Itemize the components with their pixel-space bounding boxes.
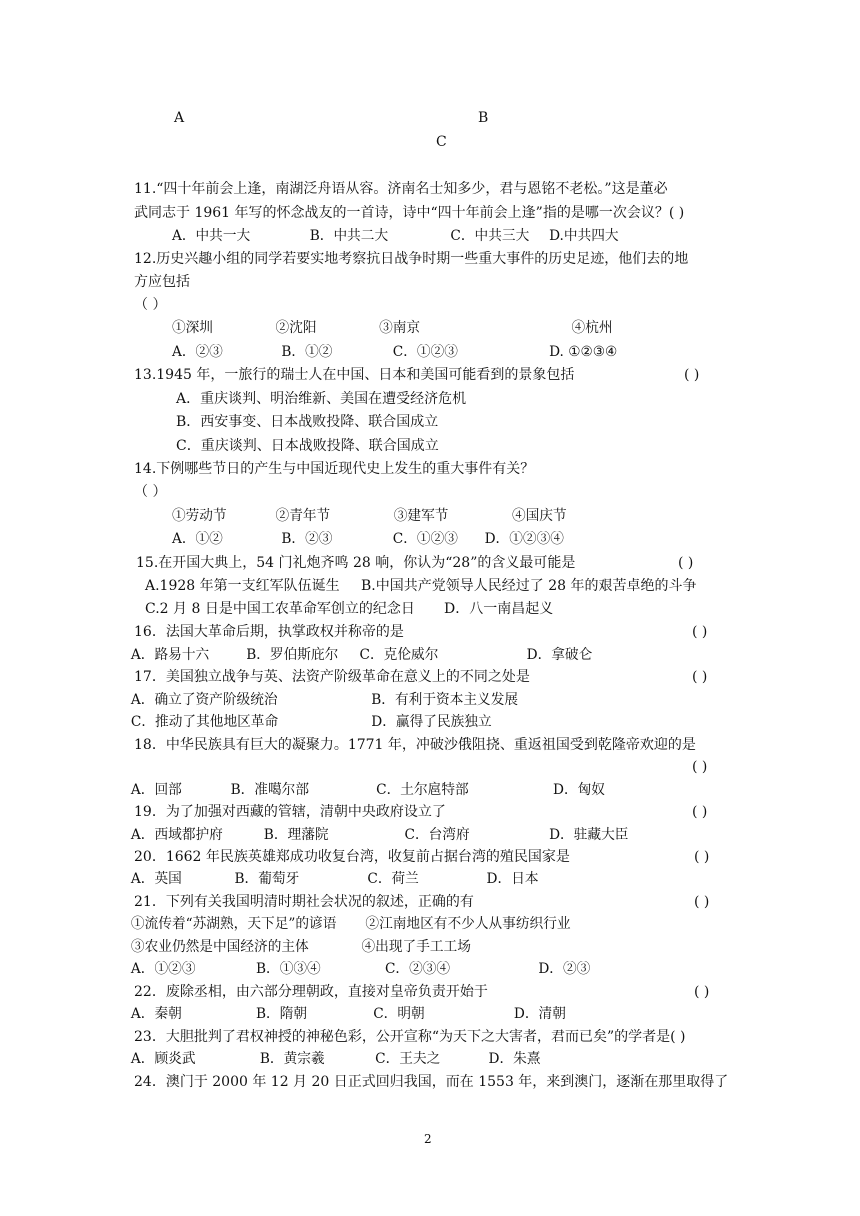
q16-option-a: A．路易十六 <box>130 647 210 663</box>
q11-stem-line2: 武同志于 1961 年写的怀念战友的一首诗，诗中“四十年前会上逢”指的是哪一次会议？( ) <box>134 205 685 221</box>
q23-option-a: A．顾炎武 <box>130 1051 196 1067</box>
q12-option-a: A．②③ <box>171 344 223 360</box>
q12-option-b: B．①② <box>281 344 333 360</box>
q16-option-c: C．克伦威尔 <box>359 647 439 663</box>
q12-stem-line2: 方应包括 <box>134 274 190 290</box>
q13-option-a: A．重庆谈判、明治维新、美国在遭受经济危机 <box>176 391 467 407</box>
q15-option-c: C.2 月 8 日是中国工农革命军创立的纪念日 <box>145 601 415 617</box>
q15-bracket: ( ) <box>678 555 694 571</box>
q17-option-a: A．确立了资产阶级统治 <box>130 692 278 708</box>
q11-option-b: B．中共二大 <box>309 228 389 244</box>
q16-option-d: D．拿破仑 <box>526 647 593 663</box>
q14-item-4: ④国庆节 <box>511 508 567 524</box>
q14-stem: 14.下例哪些节日的产生与中国近现代史上发生的重大事件有关？ <box>134 461 535 477</box>
q12-item-3: ③南京 <box>379 320 421 336</box>
q23-option-d: D．朱熹 <box>488 1051 541 1067</box>
figure-label-a: A <box>174 110 185 126</box>
q12-item-1: ①深圳 <box>171 320 213 336</box>
q11-stem-line1: 11.“四十年前会上逢，南湖泛舟语从容。济南名士知多少，君与恩铭不老松。”这是董必 <box>134 181 668 197</box>
q12-option-d: D. ①②③④ <box>549 344 618 360</box>
q15-option-a: A.1928 年第一支红军队伍诞生 <box>145 578 340 594</box>
q11-option-d: D.中共四大 <box>549 228 619 244</box>
q14-option-c: C．①②③ <box>392 531 458 547</box>
q18-bracket: ( ) <box>692 759 708 775</box>
q20-bracket: ( ) <box>694 849 710 865</box>
q12-bracket: （ ） <box>134 297 167 313</box>
q21-option-d: D．②③ <box>538 961 591 977</box>
q23-option-c: C．王夫之 <box>375 1051 441 1067</box>
q19-stem: 19．为了加强对西藏的管辖，清朝中央政府设立了 <box>134 804 446 820</box>
q23-option-b: B．黄宗羲 <box>259 1051 325 1067</box>
q21-item-2: ②江南地区有不少人从事纺织行业 <box>365 916 571 932</box>
q11-option-c: C．中共三大 <box>450 228 530 244</box>
q20-stem: 20．1662 年民族英雄郑成功收复台湾，收复前占据台湾的殖民国家是 <box>134 849 570 865</box>
q21-option-c: C．②③④ <box>384 961 451 977</box>
q16-option-b: B．罗伯斯庇尔 <box>246 647 339 663</box>
q20-option-d: D．日本 <box>486 871 539 887</box>
q12-item-4: ④杭州 <box>571 320 613 336</box>
q22-option-d: D．清朝 <box>513 1006 566 1022</box>
q19-option-d: D．驻藏大臣 <box>549 827 629 843</box>
q15-option-d: D．八一南昌起义 <box>444 601 554 617</box>
q18-stem: 18．中华民族具有巨大的凝聚力。1771 年，冲破沙俄阻挠、重返祖国受到乾隆帝欢迎的是 <box>134 737 696 753</box>
q14-option-a: A．①② <box>171 531 223 547</box>
q13-stem: 13.1945 年，一旅行的瑞士人在中国、日本和美国可能看到的景象包括 <box>134 367 575 383</box>
figure-label-b: B <box>478 110 489 126</box>
q12-stem-line1 <box>134 251 688 267</box>
q18-option-d: D．匈奴 <box>552 782 605 798</box>
figure-label-c: C <box>436 134 447 150</box>
q12-option-c: C．①②③ <box>392 344 458 360</box>
q15-option-b: B.中国共产党领导人民经过了 28 年的艰苦卓绝的斗争 <box>361 578 697 594</box>
q19-option-c: C．台湾府 <box>404 827 470 843</box>
q12-stem-text: 12.历史兴趣小组的同学若要实地考察抗日战争时期一些重大事件的历史足迹，他们去的地 <box>134 251 689 267</box>
q21-option-b: B．①③④ <box>255 961 321 977</box>
q13-option-c: C．重庆谈判、日本战败投降、联合国成立 <box>176 438 439 454</box>
q17-bracket: ( ) <box>692 669 708 685</box>
q19-bracket: ( ) <box>692 804 708 820</box>
q17-option-c: C．推动了其他地区革命 <box>130 714 279 730</box>
q19-option-a: A．西域都护府 <box>130 827 223 843</box>
q17-option-b: B．有利于资本主义发展 <box>371 692 519 708</box>
q11-option-a: A．中共一大 <box>171 228 251 244</box>
q14-option-d: D．①②③④ <box>484 531 564 547</box>
q21-item-3: ③农业仍然是中国经济的主体 <box>130 939 309 955</box>
q24-stem: 24．澳门于 2000 年 12 月 20 日正式回归我国，而在 1553 年，来到澳门，逐渐在那里取得了 <box>134 1074 729 1090</box>
q21-bracket: ( ) <box>694 894 710 910</box>
q17-option-d: D．赢得了民族独立 <box>371 714 492 730</box>
q18-option-b: B．准噶尔部 <box>230 782 310 798</box>
q21-option-a: A．①②③ <box>130 961 196 977</box>
q14-bracket: （ ） <box>134 484 167 500</box>
q12-item-2: ②沈阳 <box>275 320 317 336</box>
q21-item-1: ①流传着“苏湖熟，天下足”的谚语 <box>130 916 337 932</box>
q14-option-b: B．②③ <box>281 531 333 547</box>
q22-bracket: ( ) <box>694 984 710 1000</box>
q22-option-c: C．明朝 <box>373 1006 425 1022</box>
q20-option-a: A．英国 <box>130 871 182 887</box>
q22-stem: 22．废除丞相，由六部分理朝政，直接对皇帝负责开始于 <box>134 984 488 1000</box>
q20-option-c: C．荷兰 <box>367 871 419 887</box>
q23-stem: 23．大胆批判了君权神授的神秘色彩，公开宣称“为天下之大害者，君而已矣”的学者是( ) <box>134 1029 686 1045</box>
q17-stem: 17．美国独立战争与英、法资产阶级革命在意义上的不同之处是 <box>134 669 530 685</box>
q20-option-b: B．葡萄牙 <box>234 871 300 887</box>
q21-stem: 21．下列有关我国明清时期社会状况的叙述，正确的有 <box>134 894 474 910</box>
q13-option-b: B．西安事变、日本战败投降、联合国成立 <box>176 414 439 430</box>
q14-item-1: ①劳动节 <box>171 508 227 524</box>
q13-bracket: ( ) <box>684 367 700 383</box>
q15-stem: 15.在开国大典上，54 门礼炮齐鸣 28 响，你认为“28”的含义最可能是 <box>136 555 576 571</box>
q16-bracket: ( ) <box>692 624 708 640</box>
q16-stem: 16．法国大革命后期，执掌政权并称帝的是 <box>134 624 404 640</box>
q18-option-a: A．回部 <box>130 782 182 798</box>
q14-item-3: ③建军节 <box>393 508 449 524</box>
q21-item-4: ④出现了手工工场 <box>361 939 471 955</box>
q18-option-c: C．土尔扈特部 <box>376 782 469 798</box>
q19-option-b: B．理藩院 <box>263 827 329 843</box>
q22-option-a: A．秦朝 <box>130 1006 182 1022</box>
q22-option-b: B．隋朝 <box>255 1006 308 1022</box>
q14-item-2: ②青年节 <box>275 508 331 524</box>
page-number: 2 <box>424 1132 432 1146</box>
